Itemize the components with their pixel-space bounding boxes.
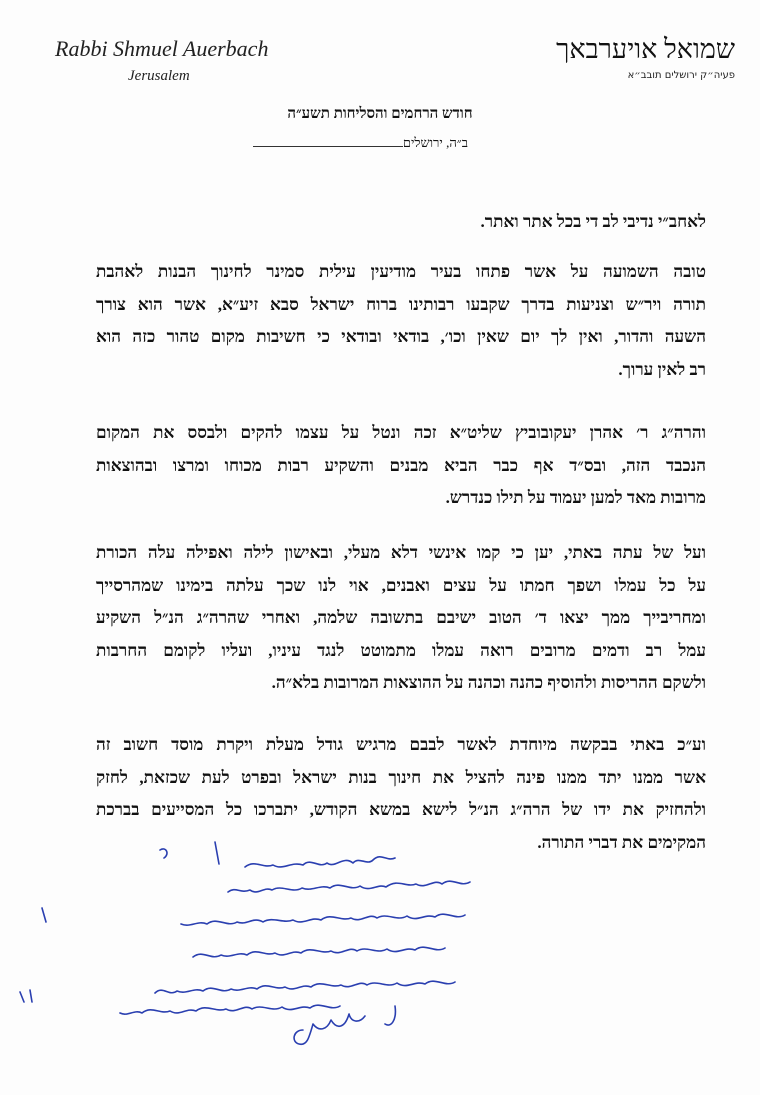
handwriting-line [20,981,455,1002]
paragraph-line: עמל רב ודמים מרובים רואה עמלו מתמוטט לנגד עיניו, ועליו לקומם החרבות [96,640,706,660]
greeting-line: לאחב״י נדיבי לב די בכל אתר ואתר. [480,212,706,231]
letter-subject: חודש הרחמים והסליחות תשע״ה [287,106,473,122]
paragraph-line: אשר ממנו יתד ממנו פינה להציל את חינוך בנות ישראל ובפרט לעת שכזאת, לחזק [96,767,706,787]
paragraph-2 [96,417,706,515]
letterhead-hebrew-name: שמואל אויערבאך [556,34,735,64]
date-line [253,134,468,151]
paragraph-line: ועל של עתה באתי, יען כי קמו אינשי דלא מעלי, ובאישון לילה ואפילה עלה הכורת [96,543,706,562]
handwriting-line [160,842,395,867]
paragraph-line: רב לאין ערוך. [618,359,706,379]
letterhead-english-name: Rabbi Shmuel Auerbach [55,36,269,61]
greeting [96,206,706,239]
paragraph-line: מרובות מאד למען יעמוד על תילו כנדרש. [445,488,706,507]
paragraph-line: תורה ויר״ש וצניעות בדרך שקבעו רבותינו ברוח ישראל סבא זיע״א, אשר הוא צורך [96,294,706,314]
paragraph-line: השעה והדור, ואין לך יום שאין וכו׳, בודאי ובודאי כי חשיבות מקום טהור כזה הוא [96,327,706,346]
letterhead-hebrew-subtitle: פעיה״ק ירושלים תובב״א [627,70,735,81]
handwritten-note-signature [0,820,760,1080]
paragraph-line: ולהחזיק את ידו של הרה״ג הנ״ל לישא במשא הקודש, יתברכו כל המסייעים בברכת [96,800,706,819]
handwriting-line [193,947,445,957]
handwriting-line [120,1005,340,1014]
date-blank [253,134,403,147]
paragraph-line: וע״כ באתי בבקשה מיוחדת לאשר לבבם מרגיש גודל מעלת ויקרת מוסד חשוב זה [96,735,706,754]
paragraph-line: ומחריבייך ממך יצאו ד׳ הטוב ישיבם בתשובה שלמה, ואחרי שהרה״ג הנ״ל השקיע [96,608,706,627]
paragraph-3 [96,537,706,700]
paragraph-1 [96,256,706,386]
paragraph-line: טובה השמועה על אשר פתחו בעיר מודיעין עילית סמינר לחינוך הבנות לאהבת [96,262,706,281]
paragraph-line: על כל עמלו ושפך חמתו על עצים ואבנים, אוי לנו שכך עלתה בימינו שמהרסייך [96,575,706,595]
paragraph-line: המקימים את דברי התורה. [537,832,706,852]
paragraph-line: הנכבד הזה, ובס״ד אף כבר הביא מבנים והשקיע רבות מכוחו ומרצו ובהוצאות [96,455,706,475]
handwriting-line [228,881,470,892]
paragraph-line: ולשקם ההריסות ולהוסיף כהנה וכהנה על ההוצאות המרובות בלא״ה. [271,673,706,692]
paragraph-line: והרה״ג ר׳ אהרן יעקובוביץ שליט״א זכה ונטל על עצמו להקים ולבסס את המקום [96,423,706,442]
date-prefix: ב״ה, ירושלים [402,135,468,150]
letterhead-english-city: Jerusalem [128,68,190,84]
handwriting-line [42,908,465,925]
signature [294,1006,395,1044]
